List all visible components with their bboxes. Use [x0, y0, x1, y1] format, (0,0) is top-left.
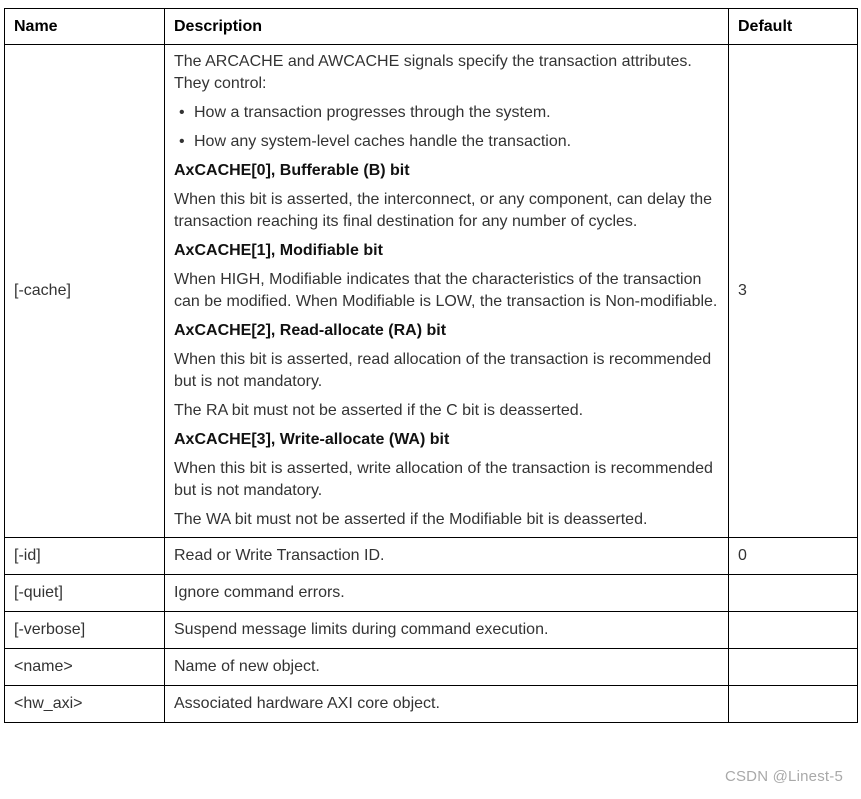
description-cell: Read or Write Transaction ID.: [165, 538, 729, 575]
description-paragraph: When this bit is asserted, the interconnect, or any component, can delay the transaction reaching its final destination for any number of cycles.: [174, 191, 713, 230]
default-cell: [729, 612, 858, 649]
default-cell: [729, 649, 858, 686]
column-header-description: Description: [165, 9, 729, 45]
description-cell: Name of new object.: [165, 649, 729, 686]
default-cell: 0: [729, 538, 858, 575]
table-row-verbose: [5, 612, 858, 649]
table-row-name: [5, 649, 858, 686]
description-bullet: • How a transaction progresses through the system.: [174, 102, 719, 124]
description-cell: [165, 45, 729, 538]
description-cell: Associated hardware AXI core object.: [165, 686, 729, 723]
description-paragraph: When HIGH, Modifiable indicates that the characteristics of the transaction can be modified. When Modifiable is LOW, the transaction is Non-modifiable.: [174, 271, 718, 310]
table-row-quiet: [5, 575, 858, 612]
name-cell: [-verbose]: [5, 612, 165, 649]
description-paragraph: When this bit is asserted, write allocation of the transaction is recommended but is not mandatory.: [174, 460, 713, 499]
default-cell: 3: [729, 45, 858, 538]
name-cell: [-cache]: [5, 45, 165, 538]
name-cell: <hw_axi>: [5, 686, 165, 723]
description-heading: AxCACHE[2], Read-allocate (RA) bit: [174, 322, 447, 339]
description-paragraph: When this bit is asserted, read allocation of the transaction is recommended but is not mandatory.: [174, 351, 712, 390]
description-paragraph: The RA bit must not be asserted if the C bit is deasserted.: [174, 402, 584, 419]
description-paragraph: The WA bit must not be asserted if the Modifiable bit is deasserted.: [174, 511, 648, 528]
description-paragraph: The ARCACHE and AWCACHE signals specify the transaction attributes. They control:: [174, 53, 692, 92]
description-cell: Ignore command errors.: [165, 575, 729, 612]
description-cell: Suspend message limits during command execution.: [165, 612, 729, 649]
table-row-hw-axi: [5, 686, 858, 723]
description-heading: AxCACHE[0], Bufferable (B) bit: [174, 162, 410, 179]
name-cell: [-quiet]: [5, 575, 165, 612]
description-heading: AxCACHE[3], Write-allocate (WA) bit: [174, 431, 450, 448]
table-header-row: [5, 9, 858, 45]
name-cell: <name>: [5, 649, 165, 686]
column-header-default: Default: [729, 9, 858, 45]
table-row-cache: [5, 45, 858, 538]
parameters-table: [4, 8, 858, 723]
table-row-id: [5, 538, 858, 575]
description-heading: AxCACHE[1], Modifiable bit: [174, 242, 383, 259]
column-header-name: Name: [5, 9, 165, 45]
description-bullet: • How any system-level caches handle the transaction.: [174, 131, 719, 153]
name-cell: [-id]: [5, 538, 165, 575]
default-cell: [729, 686, 858, 723]
default-cell: [729, 575, 858, 612]
csdn-watermark: CSDN @Linest-5: [724, 768, 843, 785]
